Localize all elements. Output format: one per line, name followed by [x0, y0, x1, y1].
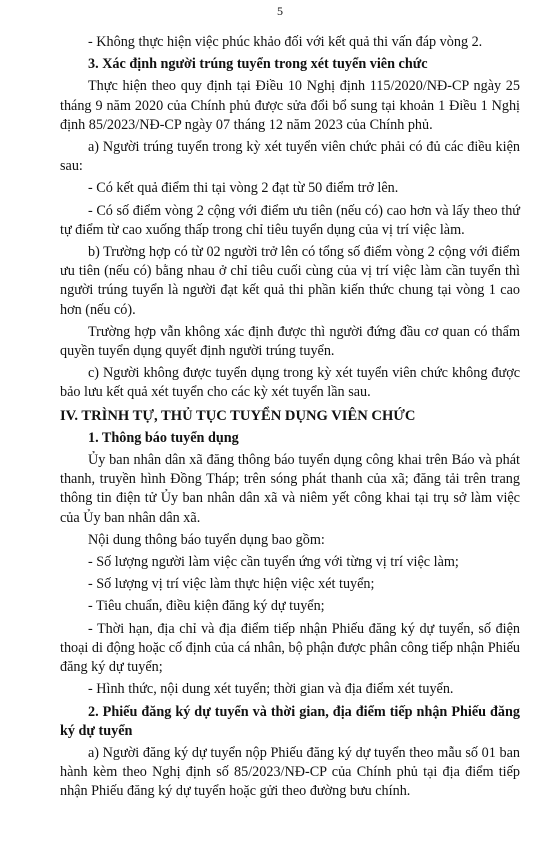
paragraph-head-decides: Trường hợp vẫn không xác định được thì người đứng đầu cơ quan có thẩm quyền tuyển dụng quyết định người trúng tuyển.	[60, 323, 520, 360]
paragraph-conditions-intro: a) Người trúng tuyển trong kỳ xét tuyển viên chức phải có đủ các điều kiện sau:	[60, 139, 520, 175]
page-number: 5	[277, 4, 283, 18]
paragraph-condition-score: - Có kết quả điểm thi tại vòng 2 đạt từ 50 điểm trở lên.	[88, 180, 399, 197]
paragraph-announcement-channels: Ủy ban nhân dân xã đăng thông báo tuyển dụng công khai trên Báo và phát thanh, truyền hình Đồng Tháp; trên sóng phát thanh của xã; đăng tải trên trang thông tin điện tử Ủy ban nhân dân xã và niêm yết công khai tại trụ sở làm việc của Ủy ban nhân dân xã.	[60, 452, 520, 526]
section-heading-procedure: IV. TRÌNH TỰ, THỦ TỤC TUYỂN DỤNG VIÊN CHỨC	[60, 407, 416, 424]
paragraph-no-review-oral-exam: - Không thực hiện việc phúc khảo đối với kết quả thi vấn đáp vòng 2.	[88, 34, 483, 50]
list-item-staff-count: - Số lượng người làm việc cần tuyển ứng với từng vị trí việc làm;	[88, 554, 459, 571]
paragraph-legal-basis: Thực hiện theo quy định tại Điều 10 Nghị định 115/2020/NĐ-CP ngày 25 tháng 9 năm 2020 của Chính phủ được sửa đổi bổ sung tại khoản 1 Điều 1 Nghị định 85/2023/NĐ-CP ngày 07 tháng 12 năm 2023 của Chính phủ.	[60, 78, 520, 133]
section-heading-determine-winners: 3. Xác định người trúng tuyển trong xét tuyển viên chức	[88, 56, 428, 73]
list-item-format-time: - Hình thức, nội dung xét tuyển; thời gian và địa điểm xét tuyển.	[88, 681, 454, 698]
list-item-deadline-address: - Thời hạn, địa chỉ và địa điểm tiếp nhận Phiếu đăng ký dự tuyển, số điện thoại di động hoặc cố định của cá nhân, bộ phận được phân công tiếp nhận Phiếu đăng ký dự tuyển;	[60, 620, 521, 676]
list-item-position-count: - Số lượng vị trí việc làm thực hiện việc xét tuyển;	[88, 576, 375, 593]
paragraph-submission: a) Người đăng ký dự tuyển nộp Phiếu đăng ký dự tuyển theo mẫu số 01 ban hành kèm theo Nghị định số 85/2023/NĐ-CP của Chính phủ tại địa điểm tiếp nhận Phiếu đăng ký dự tuyển hoặc gửi theo đường bưu chính.	[60, 744, 520, 800]
document-body	[60, 33, 520, 805]
paragraph-announcement-content-intro: Nội dung thông báo tuyển dụng bao gồm:	[88, 531, 325, 548]
subsection-heading-registration-form: 2. Phiếu đăng ký dự tuyển và thời gian, địa điểm tiếp nhận Phiếu đăng ký dự tuyển	[60, 703, 520, 739]
paragraph-tie-break: b) Trường hợp có từ 02 người trở lên có tổng số điểm vòng 2 cộng với điểm ưu tiên (nếu có) bằng nhau ở chỉ tiêu cuối cùng của vị trí việc làm cần tuyển thì người trúng tuyển là người đạt kết quả thi phần kiến thức chung tại vòng 1 cao hơn (nếu có).	[60, 244, 520, 318]
paragraph-no-reservation: c) Người không được tuyển dụng trong kỳ xét tuyển viên chức không được bảo lưu kết quả xét tuyển cho các kỳ xét tuyển lần sau.	[60, 365, 520, 401]
list-item-criteria: - Tiêu chuẩn, điều kiện đăng ký dự tuyển;	[88, 598, 325, 615]
subsection-heading-announcement: 1. Thông báo tuyển dụng	[88, 429, 239, 446]
paragraph-condition-ranking: - Có số điểm vòng 2 cộng với điểm ưu tiên (nếu có) cao hơn và lấy theo thứ tự điểm từ cao xuống thấp trong chỉ tiêu tuyển dụng của vị trí việc làm.	[60, 202, 520, 238]
